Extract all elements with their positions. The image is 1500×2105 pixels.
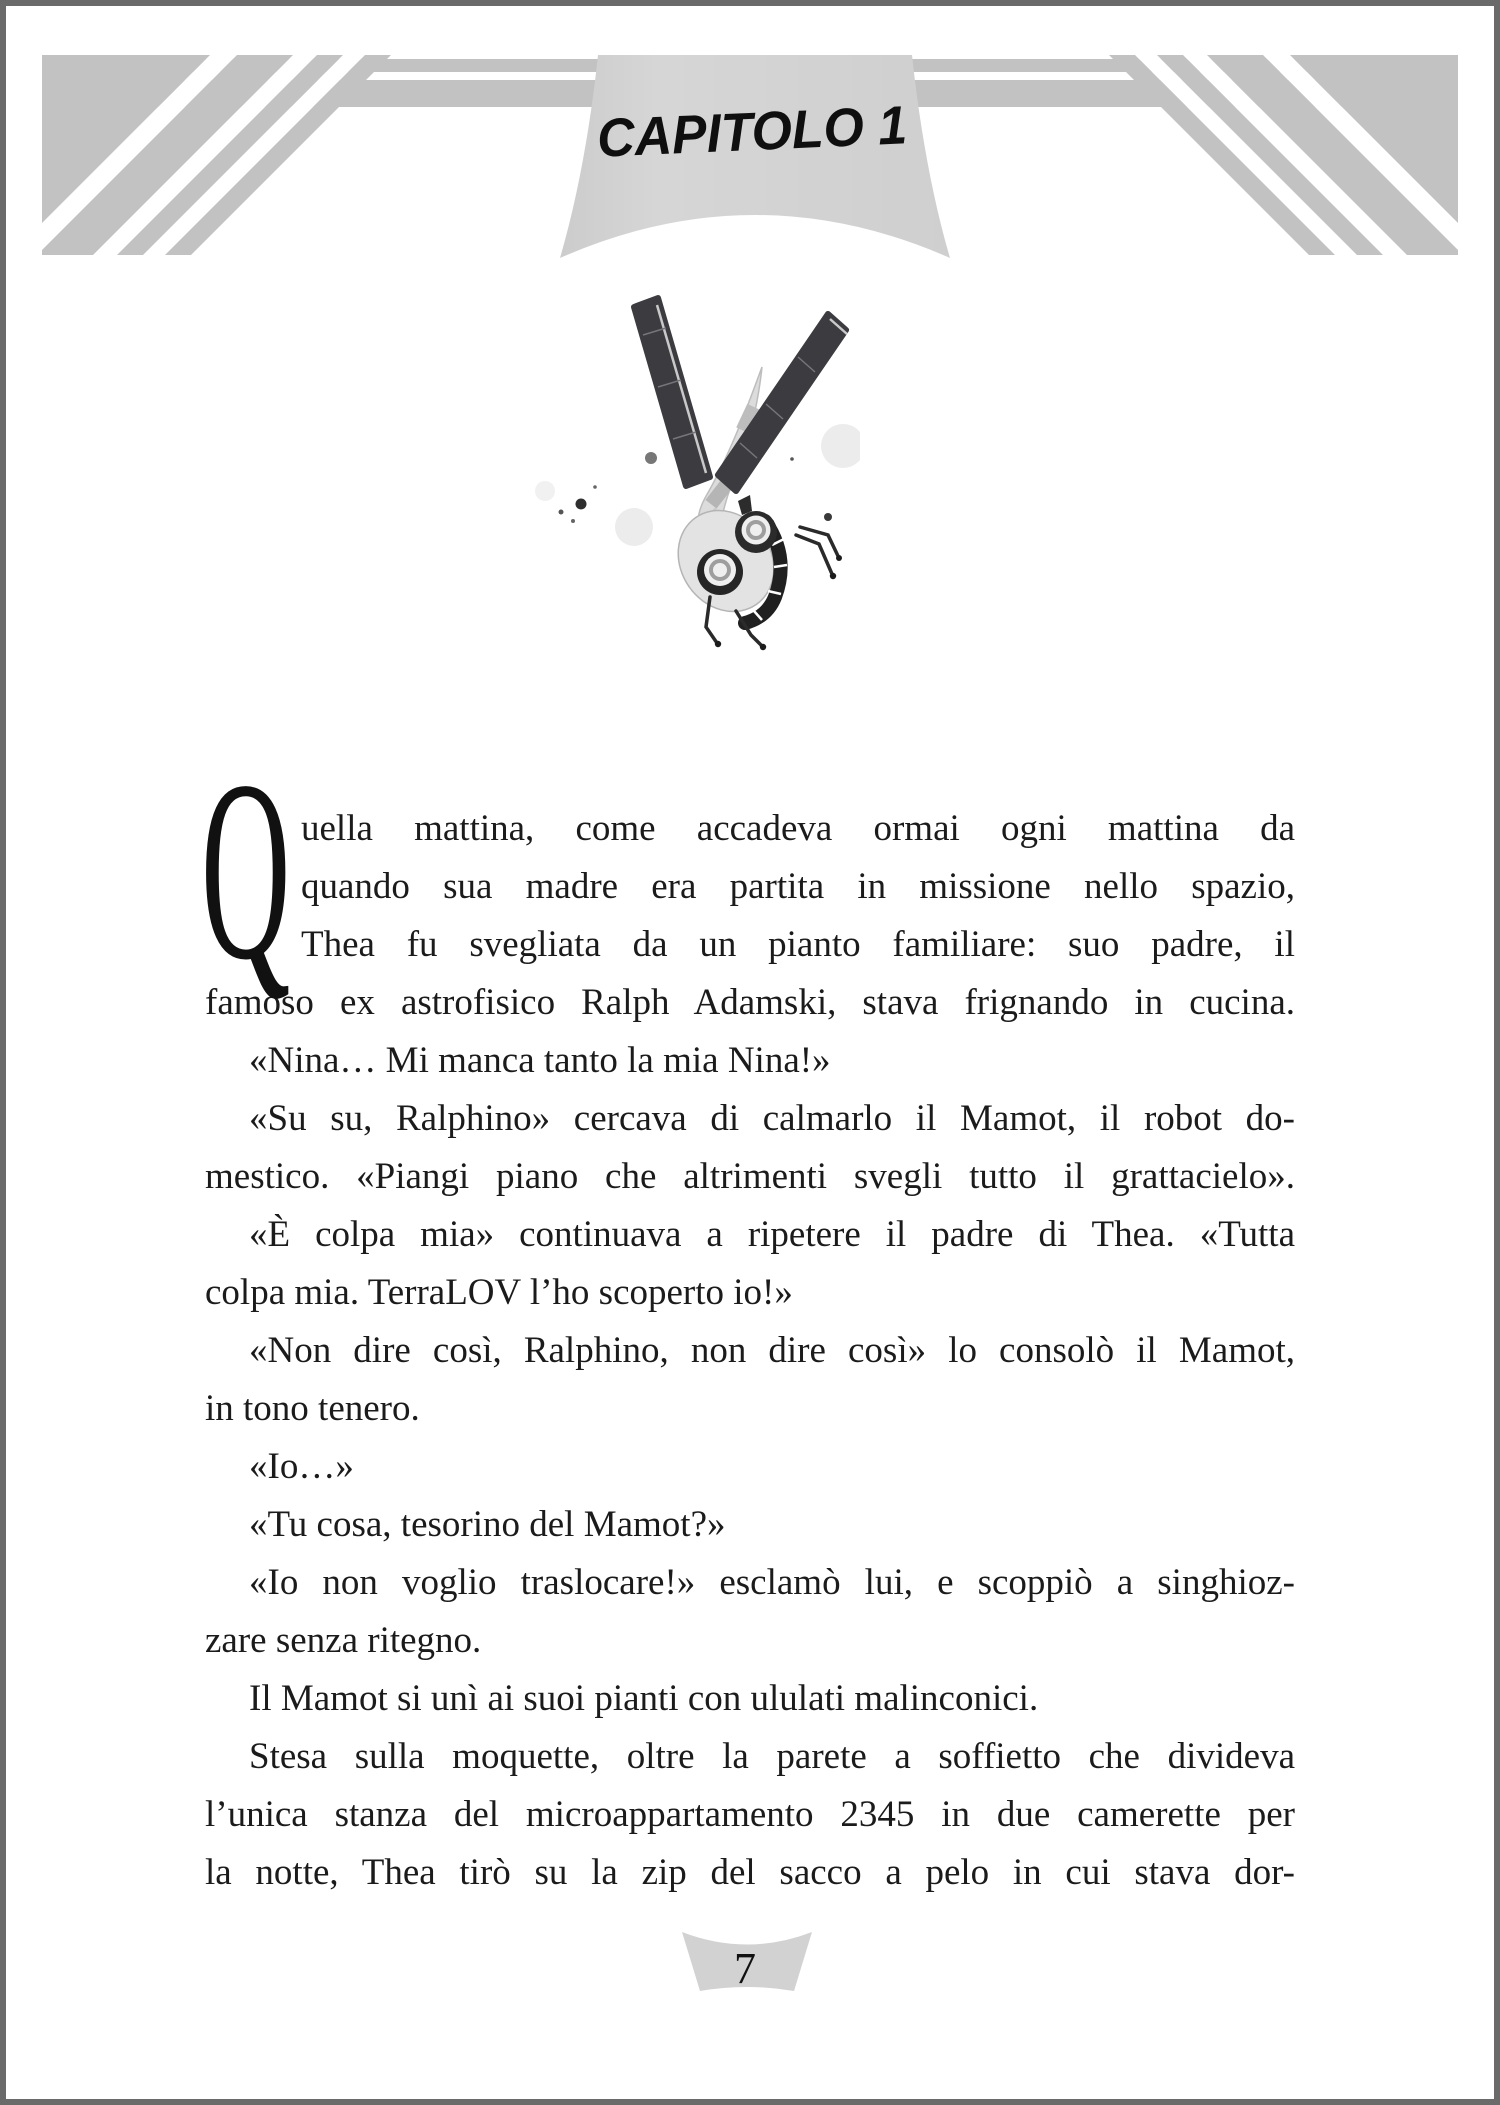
body-text-block	[201, 727, 1295, 1902]
text-line: colpa mia. TerraLOV l’ho scoperto io!»	[205, 1272, 793, 1313]
header-right-corner-stripes	[1109, 55, 1458, 255]
text-line: in tono tenero.	[205, 1388, 420, 1429]
text-line: zare senza ritegno.	[205, 1620, 482, 1661]
text-line: «Su su, Ralphino» cercava di calmarlo il Mamot, il robot do-	[249, 1098, 1295, 1139]
dropcap-container	[201, 727, 301, 1013]
text-line: Stesa sulla moquette, oltre la parete a soffietto che divideva	[249, 1736, 1295, 1777]
drone-head	[659, 492, 794, 630]
chapter-title: CAPITOLO 1	[595, 94, 922, 169]
text-line: «Non dire così, Ralphino, non dire così» lo consolò il Mamot,	[249, 1330, 1295, 1371]
text-line: mestico. «Piangi piano che altrimenti svegli tutto il grattacielo».	[205, 1156, 1295, 1197]
text-line: famoso ex astrofisico Ralph Adamski, stava frignando in cucina.	[205, 982, 1295, 1023]
text-line: quando sua madre era partita in missione nello spazio,	[301, 866, 1295, 907]
drone-right-wing	[718, 314, 847, 491]
text-line: la notte, Thea tirò su la zip del sacco a pelo in cui stava dor-	[205, 1852, 1295, 1893]
page-number-ribbon	[672, 1927, 822, 1999]
text-line: «Nina… Mi manca tanto la mia Nina!»	[249, 1040, 831, 1081]
drone-eye-left	[697, 549, 743, 595]
text-line: Il Mamot si unì ai suoi pianti con ululati malinconici.	[249, 1678, 1039, 1719]
text-line: l’unica stanza del microappartamento 2345 in due camerette per	[205, 1794, 1295, 1835]
page-number: 7	[734, 1944, 756, 1993]
text-line: «Io…»	[249, 1446, 354, 1487]
text-line: uella mattina, come accadeva ormai ogni mattina da	[301, 808, 1295, 849]
dropcap-letter: Q	[201, 727, 291, 1013]
text-line: «Tu cosa, tesorino del Mamot?»	[249, 1504, 726, 1545]
drone-eye-right	[735, 511, 777, 553]
text-line: «È colpa mia» continuava a ripetere il padre di Thea. «Tutta	[249, 1214, 1295, 1255]
header-left-corner-stripes	[42, 55, 391, 255]
text-line: «Io non voglio traslocare!» esclamò lui, e scoppiò a singhioz-	[249, 1562, 1295, 1603]
text-line: Thea fu svegliata da un pianto familiare: suo padre, il	[301, 924, 1295, 965]
robot-dragonfly-illustration	[400, 215, 860, 675]
